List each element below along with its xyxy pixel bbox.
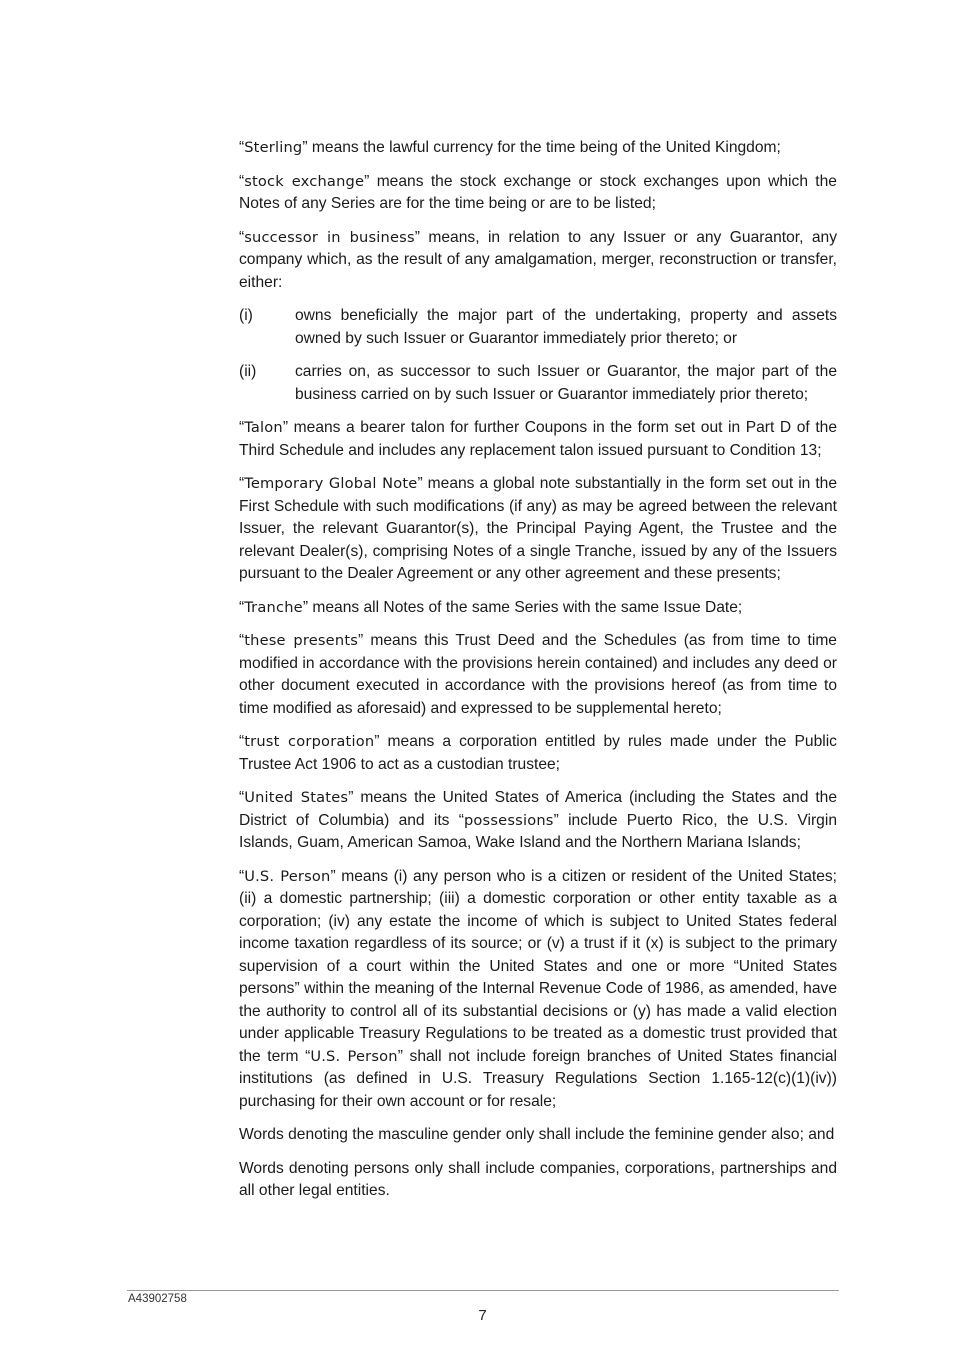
definition-stock-exchange: “stock exchange” means the stock exchange or stock exchanges upon which the Notes of any Series are for the time being or are to be listed; xyxy=(239,172,837,212)
list-item-number: (i) xyxy=(239,307,253,324)
definition-text: means a corporation entitled by rules made under the Public Trustee Act 1906 to act as a custodian trustee; xyxy=(239,733,837,773)
definition-text: means (i) any person who is a citizen or resident of the United States; (ii) a domestic partnership; (iii) a domestic corporation or other entity taxable as a corporation; (iv) any estate the income of which is subject to United States federal income taxation regardless of its source; or (v) a trust if it (x) is subject to the primary supervision of a court within the United States and one or more “United States persons” within the meaning of the Internal Revenue Code of 1986, as amended, have the authority to control all of its substantial decisions or (y) has made a valid election under applicable Treasury Regulations to be treated as a domestic trust provided that the term xyxy=(239,867,837,1065)
defined-term: U.S. Person xyxy=(310,1047,398,1065)
clause-masculine-gender: Words denoting the masculine gender only shall include the feminine gender also; and xyxy=(239,1126,835,1143)
definition-united-states: “United States” means the United States of America (including the States and the District of Columbia) and its “possessions” include Puerto Rico, the U.S. Virgin Islands, Guam, American Samoa, Wake Island and the Northern Mariana Islands; xyxy=(239,789,837,851)
defined-term: United States xyxy=(244,789,349,806)
definition-text: means the stock exchange or stock exchanges upon which the Notes of any Series are for the time being or are to be listed; xyxy=(239,172,837,212)
defined-term: stock exchange xyxy=(244,172,365,190)
definition-text: means the lawful currency for the time being of the United Kingdom; xyxy=(307,139,781,156)
defined-term: possessions xyxy=(463,811,554,829)
definition-trust-corporation: “trust corporation” means a corporation entitled by rules made under the Public Trustee Act 1906 to act as a custodian trustee; xyxy=(239,733,837,773)
list-item xyxy=(239,305,837,350)
definition-text: means this Trust Deed and the Schedules (as from time to time modified in accordance with the provisions herein contained) and includes any deed or other document executed in accordance with the provisions hereof (as from time to time modified as aforesaid) and expressed to be supplemental hereto; xyxy=(239,632,837,717)
document-id: A43902758 xyxy=(128,1293,187,1305)
definition-sterling: “Sterling” means the lawful currency for the time being of the United Kingdom; xyxy=(239,139,781,156)
footer-divider xyxy=(127,1290,839,1291)
definition-tranche: “Tranche” means all Notes of the same Series with the same Issue Date; xyxy=(239,598,743,616)
defined-term: Sterling xyxy=(244,139,303,156)
defined-term: U.S. Person xyxy=(244,867,331,885)
defined-term: successor in business xyxy=(244,228,415,246)
definition-text: include Puerto Rico, the U.S. Virgin Islands, Guam, American Samoa, Wake Island and the Northern Mariana Islands; xyxy=(239,811,837,851)
definition-text: means the United States of America (including the States and the District of Columbia) and its xyxy=(239,789,837,829)
definition-us-person: “U.S. Person” means (i) any person who is a citizen or resident of the United States; (ii) a domestic partnership; (iii) a domestic corporation or other entity taxable as a corporation; (iv) any estate the income of which is subject to United States federal income taxation regardless of its source; or (v) a trust if it (x) is subject to the primary supervision of a court within the United States and one or more “United States persons” within the meaning of the Internal Revenue Code of 1986, as amended, have the authority to control all of its substantial decisions or (y) has made a valid election under applicable Treasury Regulations to be treated as a domestic trust provided that the term “U.S. Person” shall not include foreign branches of United States financial institutions (as defined in U.S. Treasury Regulations Section 1.165-12(c)(1)(iv)) purchasing for their own account or for resale; xyxy=(239,867,837,1110)
defined-term: Tranche xyxy=(244,598,303,616)
defined-term: Talon xyxy=(244,419,283,436)
list-item xyxy=(239,361,837,406)
list-item-number: (ii) xyxy=(239,363,257,380)
document-body xyxy=(239,137,837,1214)
definition-text: means all Notes of the same Series with the same Issue Date; xyxy=(308,598,743,616)
definition-successor-in-business: “successor in business” means, in relation to any Issuer or any Guarantor, any company which, as the result of any amalgamation, merger, reconstruction or transfer, either: xyxy=(239,228,838,291)
definition-talon: “Talon” means a bearer talon for further Coupons in the form set out in Part D of the Third Schedule and includes any replacement talon issued pursuant to Condition 13; xyxy=(239,419,837,459)
defined-term: Temporary Global Note xyxy=(244,475,418,492)
definition-these-presents: “these presents” means this Trust Deed and the Schedules (as from time to time modified in accordance with the provisions herein contained) and includes any deed or other document executed in accordance with the provisions hereof (as from time to time modified as aforesaid) and expressed to be supplemental hereto; xyxy=(239,632,837,717)
definition-text: shall not include foreign branches of United States financial institutions (as defined in U.S. Treasury Regulations Section 1.165-12(c)(1)(iv)) purchasing for their own account or for resale; xyxy=(239,1047,837,1110)
definition-text: means, in relation to any Issuer or any Guarantor, any company which, as the result of any amalgamation, merger, reconstruction or transfer, either: xyxy=(239,228,838,291)
definition-text: means a global note substantially in the form set out in the First Schedule with such modifications (if any) as may be agreed between the relevant Issuer, the relevant Guarantor(s), the Principal Paying Agent, the Trustee and the relevant Dealer(s), comprising Notes of a single Tranche, issued by any of the Issuers pursuant to the Dealer Agreement or any other agreement and these presents; xyxy=(239,475,837,582)
definition-text: means a bearer talon for further Coupons in the form set out in Part D of the Third Schedule and includes any replacement talon issued pursuant to Condition 13; xyxy=(239,419,837,459)
list-item-text: carries on, as successor to such Issuer or Guarantor, the major part of the business carried on by such Issuer or Guarantor immediately prior thereto; xyxy=(295,363,837,403)
definition-temporary-global-note: “Temporary Global Note” means a global note substantially in the form set out in the First Schedule with such modifications (if any) as may be agreed between the relevant Issuer, the relevant Guarantor(s), the Principal Paying Agent, the Trustee and the relevant Dealer(s), comprising Notes of a single Tranche, issued by any of the Issuers pursuant to the Dealer Agreement or any other agreement and these presents; xyxy=(239,475,837,582)
defined-term: trust corporation xyxy=(244,733,375,750)
clause-persons: Words denoting persons only shall include companies, corporations, partnerships and all other legal entities. xyxy=(239,1159,837,1199)
defined-term: these presents xyxy=(244,632,359,649)
page-number: 7 xyxy=(478,1307,487,1324)
list-item-text: owns beneficially the major part of the undertaking, property and assets owned by such Issuer or Guarantor immediately prior thereto; or xyxy=(295,307,837,347)
